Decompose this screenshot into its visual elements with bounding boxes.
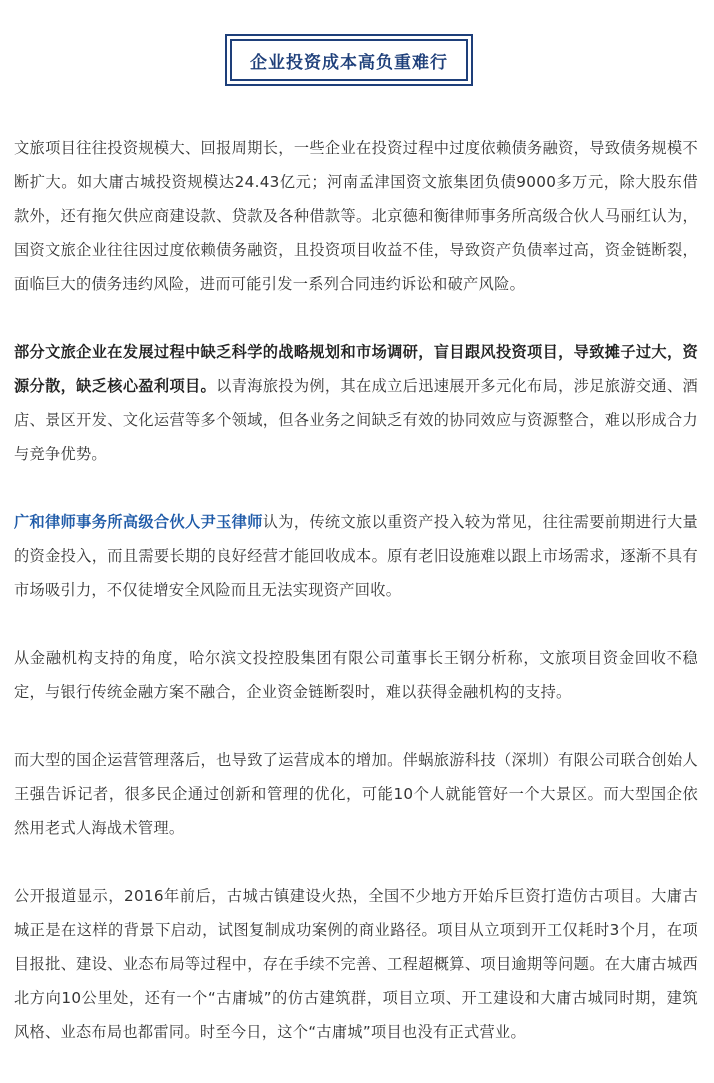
paragraph-ancient-city: 公开报道显示，2016年前后，古城古镇建设火热，全国不少地方开始斥巨资打造仿古项目。大庸古城正是在这样的背景下启动，试图复制成功案例的商业路径。项目从立项到开工仅耗时3个月，在项目报批、建设、业态布局等过程中，存在手续不完善、工程超概算、项目逾期等问题。在大庸古城西北方向10公里处，还有一个“古庸城”的仿古建筑群，项目立项、开工建设和大庸古城同时期，建筑风格、业态布局也都雷同。时至今日，这个“古庸城”项目也没有正式营业。 [14, 887, 698, 1041]
paragraph-state-management: 而大型的国企运营管理落后，也导致了运营成本的增加。伴蜗旅游科技（深圳）有限公司联合创始人王强告诉记者，很多民企通过创新和管理的优化，可能10个人就能管好一个大景区。而大型国企依然用老式人海战术管理。 [14, 751, 698, 837]
paragraph-debt-financing: 文旅项目往往投资规模大、回报周期长，一些企业在投资过程中过度依赖债务融资，导致债务规模不断扩大。如大庸古城投资规模达24.43亿元；河南孟津国资文旅集团负债9000多万元，除大股东借款外，还有拖欠供应商建设款、贷款及各种借款等。北京德和衡律师事务所高级合伙人马丽红认为，国资文旅企业往往因过度依赖债务融资，且投资项目收益不佳，导致资产负债率过高，资金链断裂，面临巨大的债务违约风险，进而可能引发一系列合同违约诉讼和破产风险。 [14, 139, 698, 293]
paragraph-strategy [14, 335, 698, 471]
section-title: 企业投资成本高负重难行 [230, 39, 468, 81]
paragraph-financial-support: 从金融机构支持的角度，哈尔滨文投控股集团有限公司董事长王钢分析称，文旅项目资金回收不稳定，与银行传统金融方案不融合，企业资金链断裂时，难以获得金融机构的支持。 [14, 649, 698, 701]
paragraph-lawyer-body: 认为，传统文旅以重资产投入较为常见，往往需要前期进行大量的资金投入，而且需要长期的良好经营才能回收成本。原有老旧设施难以跟上市场需求，逐渐不具有市场吸引力，不仅徒增安全风险而且无法实现资产回收。 [14, 513, 698, 599]
article-body [14, 131, 698, 1083]
paragraph-lawyer-opinion [14, 505, 698, 607]
bold-lead-sentence: 部分文旅企业在发展过程中缺乏科学的战略规划和市场调研，盲目跟风投资项目，导致摊子过大，资源分散，缺乏核心盈利项目。 [14, 343, 698, 395]
paragraph-strategy-body: 以青海旅投为例，其在成立后迅速展开多元化布局，涉足旅游交通、酒店、景区开发、文化运营等多个领域，但各业务之间缺乏有效的协同效应与资源整合，难以形成合力与竞争优势。 [14, 377, 698, 463]
section-title-box [225, 34, 473, 86]
highlighted-person-name: 广和律师事务所高级合伙人尹玉律师 [14, 513, 263, 531]
